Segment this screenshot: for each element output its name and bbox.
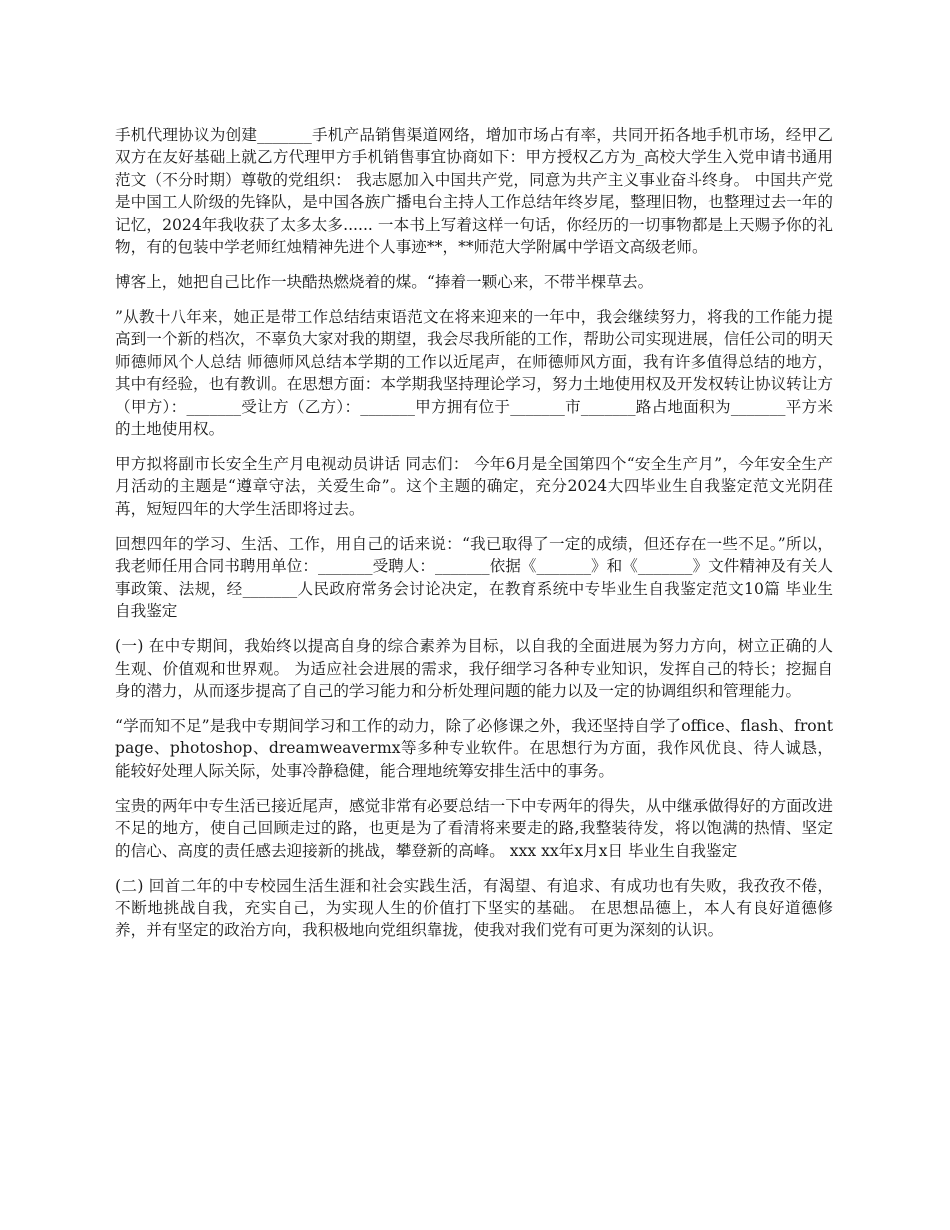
paragraph-4: 甲方拟将副市长安全生产月电视动员讲话 同志们： 今年6月是全国第四个“安全生产月”，今年安全生产月活动的主题是“遵章守法，关爱生命”。这个主题的确定，充分2024大四毕业生自我鉴定范文光阴荏苒，短短四年的大学生活即将过去。 xyxy=(115,455,833,518)
document-body xyxy=(115,124,833,954)
paragraph-1: 手机代理协议为创建_______手机产品销售渠道网络，增加市场占有率，共同开拓各地手机市场，经甲乙双方在友好基础上就乙方代理甲方手机销售事宜协商如下：甲方授权乙方为_高校大学生入党申请书通用范文（不分时期）尊敬的党组织： 我志愿加入中国共产党，同意为共产主义事业奋斗终身。 中国共产党是中国工人阶级的先锋队，是中国各族广播电台主持人工作总结年终岁尾，整理旧物，也整理过去一年的记忆，2024年我收获了太多太多...... 一本书上写着这样一句话，你经历的一切事物都是上天赐予你的礼物，有的包装中学老师红烛精神先进个人事迹**，**师范大学附属中学语文高级老师。 xyxy=(115,126,833,257)
paragraph-5: 回想四年的学习、生活、工作，用自己的话来说：“我已取得了一定的成绩，但还存在一些不足。”所以，我老师任用合同书聘用单位：_______受聘人：_______依据《_______》和《_______》文件精神及有关人事政策、法规，经_______人民政府常务会讨论决定，在教育系统中专毕业生自我鉴定范文10篇 毕业生自我鉴定 xyxy=(115,534,833,621)
paragraph-6: (一) 在中专期间，我始终以提高自身的综合素养为目标，以自我的全面进展为努力方向，树立正确的人生观、价值观和世界观。 为适应社会进展的需求，我仔细学习各种专业知识，发挥自己的特长；挖掘自身的潜力，从而逐步提高了自己的学习能力和分析处理问题的能力以及一定的协调组织和管理能力。 xyxy=(115,637,833,700)
paragraph-2: 博客上，她把自己比作一块酷热燃烧着的煤。“捧着一颗心来，不带半棵草去。 xyxy=(115,273,654,292)
paragraph-3: ”从教十八年来，她正是带工作总结结束语范文在将来迎来的一年中，我会继续努力，将我的工作能力提高到一个新的档次，不辜负大家对我的期望，我会尽我所能的工作，帮助公司实现进展，信任公司的明天师德师风个人总结 师德师风总结本学期的工作以近尾声，在师德师风方面，我有许多值得总结的地方，其中有经验，也有教训。在思想方面：本学期我坚持理论学习，努力土地使用权及开发权转让协议转让方（甲方）：_______受让方（乙方）：_______甲方拥有位于_______市_______路占地面积为_______平方米的土地使用权。 xyxy=(115,308,833,439)
paragraph-8: 宝贵的两年中专生活已接近尾声，感觉非常有必要总结一下中专两年的得失，从中继承做得好的方面改进不足的地方，使自己回顾走过的路，也更是为了看清将来要走的路,我整装待发，将以饱满的热情、坚定的信心、高度的责任感去迎接新的挑战，攀登新的高峰。 xxx xx年x月x日 毕业生自我鉴定 xyxy=(115,796,833,860)
paragraph-9: (二) 回首二年的中专校园生活生涯和社会实践生活，有渴望、有追求、有成功也有失败，我孜孜不倦，不断地挑战自我，充实自己，为实现人生的价值打下坚实的基础。 在思想品德上，本人有良好道德修养，并有坚定的政治方向，我积极地向党组织靠拢，使我对我们党有可更为深刻的认识。 xyxy=(115,876,833,940)
paragraph-7: “学而知不足”是我中专期间学习和工作的动力，除了必修课之外，我还坚持自学了office、flash、frontpage、photoshop、dreamweavermx等多种专业软件。在思想行为方面，我作风优良、待人诚恳，能较好处理人际关际，处事冷静稳健，能合理地统筹安排生活中的事务。 xyxy=(115,716,833,780)
